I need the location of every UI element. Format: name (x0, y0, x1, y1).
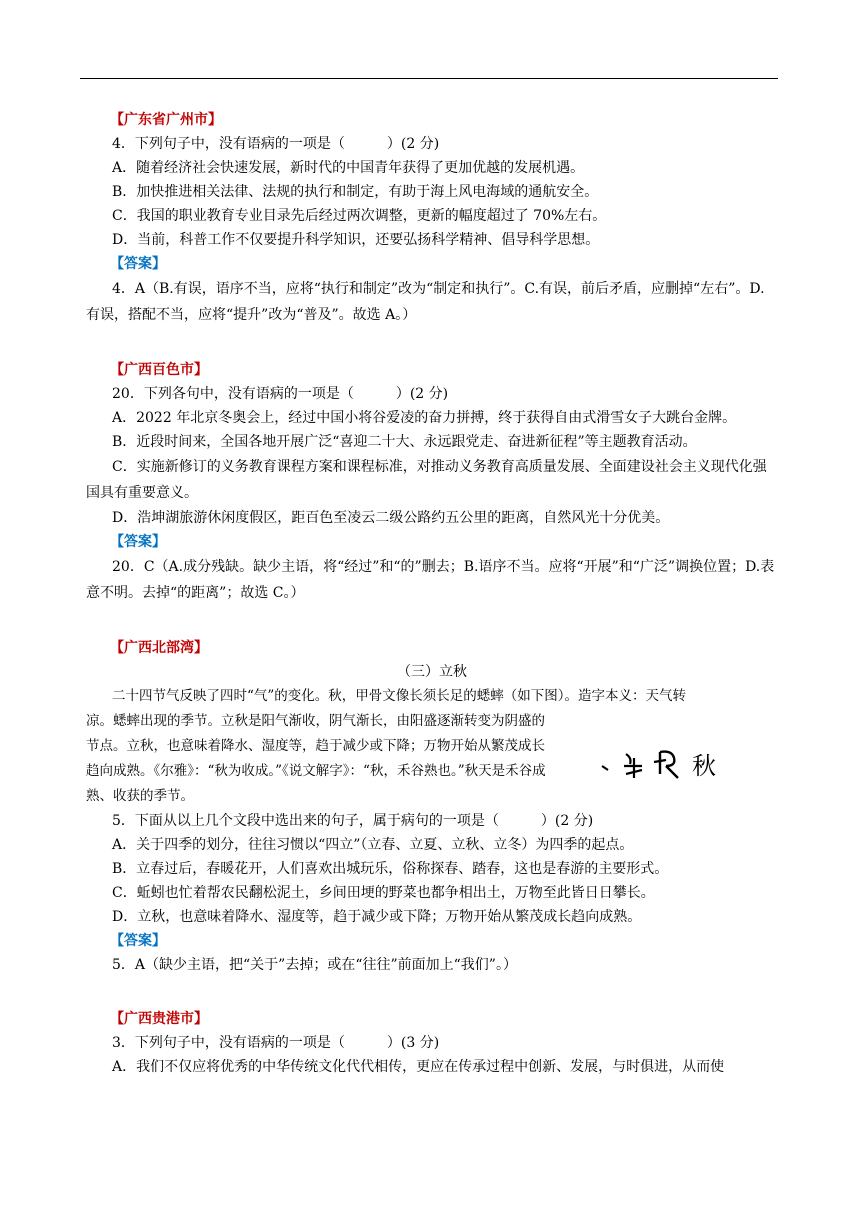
question-stem: 5．下面从以上几个文段中选出来的句子，属于病句的一项是（ ）(2 分) (112, 813, 594, 829)
section-baise (86, 358, 778, 606)
option-a: A．2022 年北京冬奥会上，经过中国小将谷爱凌的奋力拼搏，终于获得自由式滑雪女子大跳台金牌。 (112, 410, 737, 426)
option-b: B．立春过后，春暖花开，人们喜欢出城玩乐，俗称探春、踏春，这也是春游的主要形式。 (112, 861, 669, 877)
answer-text: 20．C（A.成分残缺。缺少主语，将“经过”和“的”删去；B.语序不当。应将“开展”和“广泛”调换位置；D.表意不明。去掉“的距离”；故选 C。） (86, 559, 775, 601)
option-d: D．立秋，也意味着降水、湿度等，趋于减少或下降；万物开始从繁茂成长趋向成熟。 (112, 909, 642, 925)
answer-label: 【答案】 (110, 933, 166, 949)
header-rule (80, 78, 778, 79)
section-guangzhou (86, 108, 778, 328)
source-label: 【广西贵港市】 (110, 1011, 208, 1027)
passage-body: 凉。蟋蟀出现的季节。立秋是阳气渐收，阴气渐长，由阳盛逐渐转变为阴盛的节点。立秋，也意味着降水、湿度等，趋于减少或下降；万物开始从繁茂成长趋向成熟。《尔雅》：“秋为收成。”《说文解字》：“秋，禾谷熟也。”秋天是禾谷成熟、收获的季节。 (86, 713, 546, 804)
option-c: C．实施新修订的义务教育课程方案和课程标准，对推动义务教育高质量发展、全面建设社会主义现代化强国具有重要意义。 (86, 459, 767, 501)
option-a: A．我们不仅应将优秀的中华传统文化代代相传，更应在传承过程中创新、发展，与时俱进，从而使 (112, 1059, 725, 1075)
question-stem: 4．下列句子中，没有语病的一项是（ ）(2 分) (112, 136, 440, 152)
option-c: C．蚯蚓也忙着帮农民翻松泥土，乡间田埂的野菜也都争相出土，万物至此皆日日攀长。 (112, 885, 655, 901)
passage (86, 684, 778, 809)
spacer (86, 977, 778, 1007)
passage-line-1: 二十四节气反映了四时“气”的变化。秋，甲骨文像长须长足的蟋蟀（如下图）。造字本义：天气转 (112, 688, 687, 704)
oracle-glyph-qiu: 秋 (692, 752, 716, 780)
answer-text: 5．A（缺少主语，把“关于”去掉；或在“往往”前面加上“我们”。） (112, 957, 517, 973)
question-stem: 3．下列句子中，没有语病的一项是（ ）(3 分) (112, 1035, 440, 1051)
spacer (86, 328, 778, 358)
spacer (86, 606, 778, 636)
document-page (86, 108, 778, 1079)
source-label: 【广东省广州市】 (110, 112, 222, 128)
option-c: C．我国的职业教育专业目录先后经过两次调整，更新的幅度超过了 70%左右。 (112, 208, 607, 224)
option-b: B．加快推进相关法律、法规的执行和制定，有助于海上风电海域的通航安全。 (112, 184, 599, 200)
option-d: D．当前，科普工作不仅要提升科学知识，还要弘扬科学精神、倡导科学思想。 (112, 232, 600, 248)
source-label: 【广西北部湾】 (110, 640, 208, 656)
option-a: A．随着经济社会快速发展，新时代的中国青年获得了更加优越的发展机遇。 (112, 160, 585, 176)
section-guigang (86, 1007, 778, 1079)
answer-text: 4．A（B.有误，语序不当，应将“执行和制定”改为“制定和执行”。C.有误，前后矛盾，应删掉“左右”。D.有误，搭配不当，应将“提升”改为“普及”。故选 A。） (86, 281, 765, 323)
option-d: D．浩坤湖旅游休闲度假区，距百色至凌云二级公路约五公里的距离，自然风光十分优美。 (112, 510, 670, 526)
option-b: B．近段时间来，全国各地开展广泛“喜迎二十大、永远跟党走、奋进新征程”等主题教育活动。 (112, 434, 697, 450)
question-stem: 20．下列各句中，没有语病的一项是（ ）(2 分) (112, 386, 449, 402)
oracle-bone-qiu-image (596, 744, 746, 784)
source-label: 【广西百色市】 (110, 362, 208, 378)
option-a: A．关于四季的划分，往往习惯以“四立”（立春、立夏、立秋、立冬）为四季的起点。 (112, 837, 634, 853)
answer-label: 【答案】 (110, 256, 166, 272)
section-beibuwan (86, 636, 778, 977)
passage-title: （三）立秋 (397, 664, 467, 680)
answer-label: 【答案】 (110, 534, 166, 550)
